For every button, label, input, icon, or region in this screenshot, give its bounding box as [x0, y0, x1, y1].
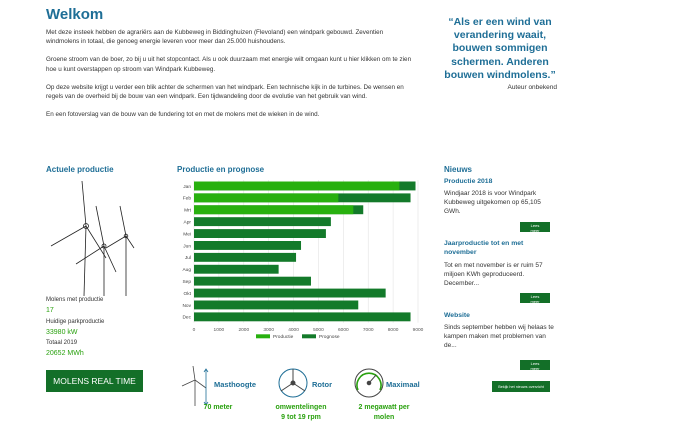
- y-tick-label: Mei: [183, 232, 191, 238]
- turbine-height-icon: [180, 366, 210, 406]
- bar-prognose: [194, 241, 301, 250]
- y-tick-label: Jun: [183, 244, 191, 250]
- news-overview-button[interactable]: Bekijk het nieuws overzicht: [492, 381, 550, 392]
- stat-value: 20652 MWh: [46, 350, 84, 357]
- bar-prognose: [194, 217, 331, 226]
- intro-paragraph: En een fotoverslag van de bouw van de fundering tot en met de molens met de wieken in de wind.: [46, 111, 320, 119]
- stat-title: Rotor: [312, 380, 332, 389]
- gauge-icon: [352, 366, 386, 400]
- bar-productie: [194, 205, 353, 214]
- x-tick-label: 8000: [387, 327, 399, 333]
- x-tick-label: 0: [192, 327, 196, 333]
- news-item-title[interactable]: Jaarproductie tot en met november: [444, 240, 524, 256]
- x-tick-label: 4000: [288, 327, 299, 333]
- production-title: Actuele productie: [46, 165, 114, 174]
- quote-author: Auteur onbekend: [507, 84, 557, 91]
- stat-value: omwentelingen: [275, 404, 327, 411]
- legend-swatch: [256, 334, 270, 338]
- stat-title: Maximaal: [386, 380, 420, 389]
- molens-real-time-button[interactable]: MOLENS REAL TIME: [46, 370, 143, 392]
- stat-title: Masthoogte: [214, 380, 257, 389]
- y-tick-label: Apr: [183, 220, 191, 226]
- wind-turbines-icon: [46, 176, 136, 298]
- y-tick-label: Nov: [182, 303, 191, 309]
- chart-title: Productie en prognose: [177, 165, 265, 174]
- stat-value: 70 meter: [203, 404, 233, 411]
- read-more-button[interactable]: Lees meer: [520, 360, 550, 370]
- bar-prognose: [194, 265, 279, 274]
- news-item-text: Sinds september hebben wij helaas te kampen maken met problemen van de...: [444, 324, 554, 350]
- bar-productie: [194, 182, 399, 191]
- intro-paragraph: Op deze website krijgt u verder een blik achter de schermen van het windpark. Een technische kijk in de turbines. De wensen en regels van de overheid bij de bouw van een windpark. Een tijdwandeling door de evolutie van het gebruik van wind.: [46, 83, 404, 101]
- legend-label: Prognose: [319, 334, 340, 340]
- bar-prognose: [194, 289, 386, 298]
- y-tick-label: Dec: [182, 315, 191, 321]
- production-chart: [172, 176, 428, 350]
- intro-paragraph: Groene stroom van de boer, zo bij u uit het stopcontact. Als u ook duurzaam met energie wilt omgaan kunt u hier klikken om te zien hoe u kunt overstappen op stroom van Windpark Kubbeweg.: [46, 56, 412, 73]
- rotor-icon: [276, 366, 310, 400]
- x-tick-label: 1000: [213, 327, 225, 333]
- bar-prognose: [194, 301, 358, 310]
- bar-prognose: [194, 229, 326, 238]
- stat-value-extra: molen: [373, 414, 395, 421]
- x-tick-label: 9000: [412, 327, 424, 333]
- x-tick-label: 6000: [337, 327, 349, 333]
- legend-label: Productie: [273, 334, 294, 340]
- stat-value-extra: 9 tot 19 rpm: [281, 414, 321, 421]
- bar-prognose: [194, 312, 411, 321]
- x-tick-label: 2000: [238, 327, 250, 333]
- bar-prognose: [194, 253, 296, 262]
- intro-paragraph: Met deze insteek hebben de agrariërs aan de Kubbeweg in Biddinghuizen (Flevoland) een windpark gebouwd. Zeventien windmolens in totaal, die genoeg energie leveren voor meer dan 25.000 huishoudens.: [46, 29, 384, 46]
- y-tick-label: Feb: [182, 196, 191, 202]
- y-tick-label: Aug: [182, 268, 191, 274]
- intro-text: [46, 28, 418, 128]
- page-title: Welkom: [46, 6, 104, 23]
- stat-value: 33980 kW: [46, 329, 78, 336]
- news-item-text: Tot en met november is er ruim 57 miljoen KWh geproduceerd. December...: [444, 262, 543, 288]
- stat-label: Totaal 2019: [46, 340, 78, 346]
- quote-text: “Als er een wind van verandering waait, bouwen sommigen schermen. Anderen bouwen windmolens.”: [444, 16, 556, 81]
- stat-value: 17: [46, 307, 54, 314]
- x-tick-label: 3000: [263, 327, 275, 333]
- news-item-title[interactable]: Website: [444, 312, 470, 319]
- news-item-title[interactable]: Productie 2018: [444, 178, 493, 185]
- y-tick-label: Jul: [184, 256, 191, 262]
- y-tick-label: Sep: [182, 279, 191, 285]
- read-more-button[interactable]: Lees meer: [520, 222, 550, 232]
- bar-productie: [194, 193, 338, 202]
- legend-swatch: [302, 334, 316, 338]
- bar-prognose: [194, 277, 311, 286]
- y-tick-label: Okt: [183, 291, 191, 297]
- y-tick-label: Mrt: [184, 208, 191, 214]
- stat-label: Huidige parkproductie: [46, 319, 105, 325]
- stat-label: Molens met productie: [46, 297, 104, 303]
- x-tick-label: 5000: [313, 327, 324, 333]
- x-tick-label: 7000: [362, 327, 374, 333]
- y-tick-label: Jan: [183, 184, 191, 190]
- news-title: Nieuws: [444, 165, 473, 174]
- stat-value: 2 megawatt per: [358, 404, 410, 411]
- news-item-text: Windjaar 2018 is voor Windpark Kubbeweg uitgekomen op 65,105 GWh.: [444, 190, 541, 216]
- read-more-button[interactable]: Lees meer: [520, 293, 550, 303]
